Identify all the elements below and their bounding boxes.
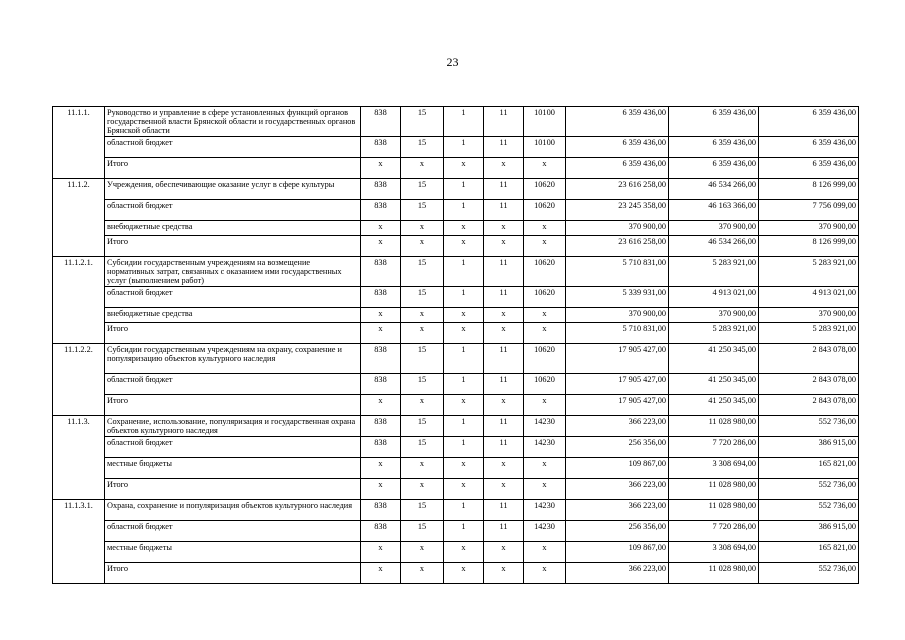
col-glava: 838 [361, 344, 401, 374]
col-type: х [524, 395, 566, 416]
value-year-3: 370 900,00 [759, 308, 859, 323]
col-target: 11 [484, 374, 524, 395]
value-year-3: 552 736,00 [759, 500, 859, 521]
col-subsection: х [444, 458, 484, 479]
col-target: х [484, 563, 524, 584]
row-code: 11.1.3.1. [53, 500, 105, 584]
value-year-1: 366 223,00 [566, 479, 669, 500]
col-section: х [401, 479, 444, 500]
value-year-3: 552 736,00 [759, 416, 859, 437]
value-year-1: 5 339 931,00 [566, 287, 669, 308]
col-type: х [524, 308, 566, 323]
row-name: областной бюджет [105, 521, 361, 542]
row-name: местные бюджеты [105, 458, 361, 479]
row-name: областной бюджет [105, 374, 361, 395]
row-code: 11.1.3. [53, 416, 105, 500]
table-row [53, 479, 859, 500]
row-name: Охрана, сохранение и популяризация объектов культурного наследия [105, 500, 361, 521]
value-year-3: 8 126 999,00 [759, 179, 859, 200]
table-body [53, 107, 859, 584]
row-name: Итого [105, 395, 361, 416]
col-glava: х [361, 323, 401, 344]
col-subsection: х [444, 158, 484, 179]
row-name: местные бюджеты [105, 542, 361, 563]
row-code: 11.1.2.1. [53, 257, 105, 344]
col-type: 10100 [524, 107, 566, 137]
col-section: х [401, 563, 444, 584]
value-year-3: 386 915,00 [759, 521, 859, 542]
table-row [53, 107, 859, 137]
value-year-3: 552 736,00 [759, 563, 859, 584]
value-year-3: 2 843 078,00 [759, 344, 859, 374]
col-target: х [484, 308, 524, 323]
col-type: х [524, 221, 566, 236]
value-year-1: 17 905 427,00 [566, 395, 669, 416]
col-glava: 838 [361, 437, 401, 458]
value-year-3: 370 900,00 [759, 221, 859, 236]
table-row [53, 437, 859, 458]
col-type: х [524, 323, 566, 344]
col-type: 10620 [524, 287, 566, 308]
value-year-1: 366 223,00 [566, 563, 669, 584]
col-subsection: 1 [444, 137, 484, 158]
value-year-1: 109 867,00 [566, 542, 669, 563]
col-section: 15 [401, 287, 444, 308]
value-year-2: 11 028 980,00 [669, 500, 759, 521]
table-row [53, 179, 859, 200]
col-glava: 838 [361, 521, 401, 542]
row-code: 11.1.1. [53, 107, 105, 179]
table-row [53, 542, 859, 563]
col-subsection: х [444, 323, 484, 344]
value-year-3: 165 821,00 [759, 458, 859, 479]
col-type: 14230 [524, 416, 566, 437]
col-type: 14230 [524, 500, 566, 521]
col-target: 11 [484, 137, 524, 158]
value-year-3: 165 821,00 [759, 542, 859, 563]
col-subsection: 1 [444, 416, 484, 437]
col-glava: 838 [361, 287, 401, 308]
col-type: 10620 [524, 257, 566, 287]
value-year-2: 370 900,00 [669, 221, 759, 236]
col-section: х [401, 158, 444, 179]
col-type: 10620 [524, 374, 566, 395]
row-name: Итого [105, 158, 361, 179]
table-row [53, 500, 859, 521]
value-year-1: 5 710 831,00 [566, 257, 669, 287]
value-year-2: 7 720 286,00 [669, 521, 759, 542]
col-section: 15 [401, 179, 444, 200]
col-subsection: 1 [444, 521, 484, 542]
col-type: х [524, 158, 566, 179]
col-subsection: 1 [444, 437, 484, 458]
value-year-2: 46 534 266,00 [669, 236, 759, 257]
col-type: 10620 [524, 344, 566, 374]
value-year-2: 41 250 345,00 [669, 374, 759, 395]
value-year-2: 46 163 366,00 [669, 200, 759, 221]
table-row [53, 563, 859, 584]
table-row [53, 374, 859, 395]
table-row [53, 257, 859, 287]
col-type: 10620 [524, 200, 566, 221]
value-year-1: 17 905 427,00 [566, 344, 669, 374]
col-target: х [484, 542, 524, 563]
col-glava: 838 [361, 179, 401, 200]
col-type: 10100 [524, 137, 566, 158]
value-year-1: 370 900,00 [566, 221, 669, 236]
value-year-2: 7 720 286,00 [669, 437, 759, 458]
row-name: Итого [105, 236, 361, 257]
value-year-2: 370 900,00 [669, 308, 759, 323]
col-subsection: 1 [444, 500, 484, 521]
col-section: 15 [401, 344, 444, 374]
row-name: Итого [105, 563, 361, 584]
value-year-3: 6 359 436,00 [759, 107, 859, 137]
table-row [53, 200, 859, 221]
col-subsection: х [444, 221, 484, 236]
col-target: 11 [484, 107, 524, 137]
col-section: 15 [401, 521, 444, 542]
col-target: 11 [484, 416, 524, 437]
col-target: 11 [484, 344, 524, 374]
value-year-2: 5 283 921,00 [669, 257, 759, 287]
col-section: х [401, 542, 444, 563]
col-target: х [484, 479, 524, 500]
col-subsection: 1 [444, 200, 484, 221]
col-subsection: 1 [444, 344, 484, 374]
col-type: 10620 [524, 179, 566, 200]
value-year-1: 109 867,00 [566, 458, 669, 479]
col-subsection: 1 [444, 287, 484, 308]
col-glava: 838 [361, 500, 401, 521]
value-year-2: 3 308 694,00 [669, 542, 759, 563]
col-type: х [524, 236, 566, 257]
col-glava: х [361, 395, 401, 416]
col-section: 15 [401, 416, 444, 437]
value-year-2: 11 028 980,00 [669, 416, 759, 437]
col-target: 11 [484, 437, 524, 458]
col-type: х [524, 542, 566, 563]
value-year-2: 41 250 345,00 [669, 395, 759, 416]
value-year-1: 6 359 436,00 [566, 137, 669, 158]
col-glava: 838 [361, 374, 401, 395]
value-year-3: 5 283 921,00 [759, 257, 859, 287]
value-year-3: 6 359 436,00 [759, 158, 859, 179]
col-subsection: х [444, 563, 484, 584]
value-year-1: 366 223,00 [566, 500, 669, 521]
table-row [53, 221, 859, 236]
col-section: 15 [401, 437, 444, 458]
value-year-1: 23 616 258,00 [566, 236, 669, 257]
value-year-3: 2 843 078,00 [759, 374, 859, 395]
value-year-1: 23 616 258,00 [566, 179, 669, 200]
col-target: 11 [484, 179, 524, 200]
col-target: х [484, 158, 524, 179]
col-type: х [524, 479, 566, 500]
row-name: Итого [105, 479, 361, 500]
col-section: х [401, 308, 444, 323]
col-section: х [401, 221, 444, 236]
table-row [53, 344, 859, 374]
col-glava: х [361, 458, 401, 479]
col-glava: х [361, 563, 401, 584]
col-glava: х [361, 236, 401, 257]
value-year-2: 4 913 021,00 [669, 287, 759, 308]
table-row [53, 158, 859, 179]
col-subsection: 1 [444, 257, 484, 287]
col-subsection: 1 [444, 179, 484, 200]
row-name: Субсидии государственным учреждениям на охрану, сохранение и популяризацию объектов культурного наследия [105, 344, 361, 374]
value-year-3: 552 736,00 [759, 479, 859, 500]
col-section: х [401, 395, 444, 416]
row-code: 11.1.2. [53, 179, 105, 257]
value-year-2: 5 283 921,00 [669, 323, 759, 344]
col-subsection: х [444, 395, 484, 416]
value-year-2: 6 359 436,00 [669, 137, 759, 158]
row-name: областной бюджет [105, 137, 361, 158]
col-target: х [484, 323, 524, 344]
col-section: 15 [401, 374, 444, 395]
col-section: х [401, 236, 444, 257]
row-name: Сохранение, использование, популяризация и государственная охрана объектов культурного наследия [105, 416, 361, 437]
col-section: х [401, 458, 444, 479]
col-target: х [484, 458, 524, 479]
col-type: х [524, 563, 566, 584]
col-section: 15 [401, 107, 444, 137]
value-year-3: 8 126 999,00 [759, 236, 859, 257]
col-section: 15 [401, 257, 444, 287]
row-name: Субсидии государственным учреждениям на возмещение нормативных затрат, связанных с оказанием ими государственных услуг (выполнением работ) [105, 257, 361, 287]
table-row [53, 521, 859, 542]
value-year-3: 2 843 078,00 [759, 395, 859, 416]
col-target: х [484, 221, 524, 236]
value-year-2: 11 028 980,00 [669, 479, 759, 500]
col-glava: 838 [361, 257, 401, 287]
table-row [53, 236, 859, 257]
col-section: 15 [401, 200, 444, 221]
table-row [53, 416, 859, 437]
table-row [53, 287, 859, 308]
value-year-1: 6 359 436,00 [566, 107, 669, 137]
value-year-1: 6 359 436,00 [566, 158, 669, 179]
budget-table [52, 106, 859, 584]
col-glava: х [361, 221, 401, 236]
col-type: х [524, 458, 566, 479]
col-subsection: 1 [444, 374, 484, 395]
value-year-1: 366 223,00 [566, 416, 669, 437]
col-glava: 838 [361, 200, 401, 221]
col-target: 11 [484, 500, 524, 521]
row-name: внебюджетные средства [105, 308, 361, 323]
table-row [53, 308, 859, 323]
col-target: х [484, 395, 524, 416]
value-year-2: 6 359 436,00 [669, 107, 759, 137]
value-year-1: 370 900,00 [566, 308, 669, 323]
col-target: х [484, 236, 524, 257]
col-glava: х [361, 158, 401, 179]
value-year-1: 256 356,00 [566, 437, 669, 458]
row-name: областной бюджет [105, 287, 361, 308]
col-subsection: х [444, 236, 484, 257]
row-name: внебюджетные средства [105, 221, 361, 236]
page-number: 23 [446, 55, 459, 69]
value-year-2: 41 250 345,00 [669, 344, 759, 374]
col-glava: х [361, 479, 401, 500]
value-year-2: 46 534 266,00 [669, 179, 759, 200]
col-section: 15 [401, 137, 444, 158]
col-section: 15 [401, 500, 444, 521]
col-glava: 838 [361, 137, 401, 158]
col-subsection: х [444, 479, 484, 500]
col-glava: 838 [361, 107, 401, 137]
value-year-3: 5 283 921,00 [759, 323, 859, 344]
row-name: областной бюджет [105, 437, 361, 458]
value-year-3: 7 756 099,00 [759, 200, 859, 221]
row-code: 11.1.2.2. [53, 344, 105, 416]
col-type: 14230 [524, 521, 566, 542]
value-year-3: 386 915,00 [759, 437, 859, 458]
value-year-3: 4 913 021,00 [759, 287, 859, 308]
col-glava: 838 [361, 416, 401, 437]
row-name: Руководство и управление в сфере установленных функций органов государственной власти Брянской области и государственных органов Брянской области [105, 107, 361, 137]
table-row [53, 458, 859, 479]
row-name: Учреждения, обеспечивающие оказание услуг в сфере культуры [105, 179, 361, 200]
value-year-1: 256 356,00 [566, 521, 669, 542]
value-year-3: 6 359 436,00 [759, 137, 859, 158]
col-subsection: х [444, 308, 484, 323]
col-target: 11 [484, 521, 524, 542]
value-year-2: 11 028 980,00 [669, 563, 759, 584]
col-subsection: х [444, 542, 484, 563]
value-year-2: 6 359 436,00 [669, 158, 759, 179]
table-row [53, 137, 859, 158]
col-target: 11 [484, 287, 524, 308]
col-target: 11 [484, 257, 524, 287]
value-year-1: 17 905 427,00 [566, 374, 669, 395]
col-subsection: 1 [444, 107, 484, 137]
row-name: областной бюджет [105, 200, 361, 221]
col-type: 14230 [524, 437, 566, 458]
row-name: Итого [105, 323, 361, 344]
table-row [53, 323, 859, 344]
value-year-2: 3 308 694,00 [669, 458, 759, 479]
col-glava: х [361, 542, 401, 563]
value-year-1: 23 245 358,00 [566, 200, 669, 221]
col-glava: х [361, 308, 401, 323]
col-target: 11 [484, 200, 524, 221]
value-year-1: 5 710 831,00 [566, 323, 669, 344]
col-section: х [401, 323, 444, 344]
table-row [53, 395, 859, 416]
